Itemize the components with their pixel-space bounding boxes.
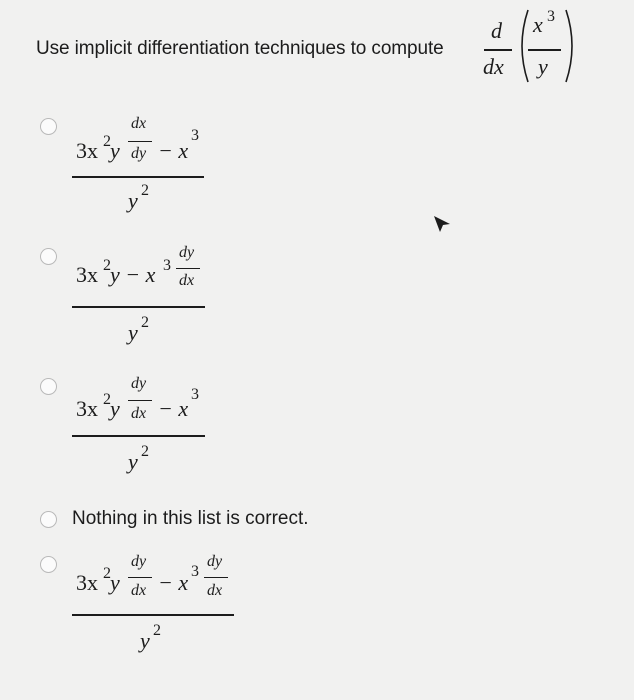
option-b-lead: 3x [76,262,98,287]
inner-num-exp: 3 [547,8,555,25]
option-a-y: y [110,138,120,163]
deriv-num: d [491,18,502,43]
option-b-den-exp: 2 [141,314,149,331]
option-e-y: y [110,570,120,595]
option-e-den-exp: 2 [153,622,161,639]
option-c-y: y [110,396,120,421]
mouse-cursor-icon [432,214,454,236]
option-a-frac-num: dx [131,115,147,132]
radio-option-c[interactable] [40,378,57,395]
option-a-frac-den: dy [131,145,147,162]
option-c-frac-num: dy [131,375,147,392]
option-c-frac-bar [128,400,152,401]
option-e-frac2-bar [204,577,228,578]
option-b-frac-num: dy [179,244,195,261]
option-a-main-bar [72,176,204,178]
inner-bar [528,49,561,51]
option-a-lead: 3x [76,138,98,163]
option-e-frac2-den: dx [207,582,223,599]
option-c-frac-den: dx [131,405,147,422]
question-prompt: Use implicit differentiation techniques to compute [36,38,444,59]
left-paren [514,6,534,86]
option-b-y: y − x [110,262,156,287]
option-b-y-exp: 3 [163,257,171,274]
option-b-frac-bar [176,268,200,269]
option-e-main-bar [72,614,234,616]
option-c-main-bar [72,435,205,437]
right-paren [560,6,580,86]
option-a-den: y [128,188,138,213]
option-b-main-bar [72,306,205,308]
option-a-tail-exp: 3 [191,127,199,144]
option-d-label[interactable]: Nothing in this list is correct. [72,508,309,529]
option-a-den-exp: 2 [141,182,149,199]
radio-option-b[interactable] [40,248,57,265]
option-a-frac-bar [128,141,152,142]
option-c-den-exp: 2 [141,443,149,460]
option-e-tail-exp: 3 [191,563,199,580]
option-e-frac1-bar [128,577,152,578]
option-e-frac2-num: dy [207,553,223,570]
option-e-lead: 3x [76,570,98,595]
inner-den: y [538,54,548,79]
option-e-frac1-den: dx [131,582,147,599]
option-b-den: y [128,320,138,345]
radio-option-e[interactable] [40,556,57,573]
option-c-tail: − x [158,396,189,421]
inner-num: x [533,12,543,37]
option-e-lead-exp: 2 [103,565,111,582]
option-c-den: y [128,449,138,474]
option-a-lead-exp: 2 [103,133,111,150]
option-c-tail-exp: 3 [191,386,199,403]
option-a-tail: − x [158,138,189,163]
deriv-bar [484,49,512,51]
option-e-den: y [140,628,150,653]
option-c-lead-exp: 2 [103,391,111,408]
radio-option-d[interactable] [40,511,57,528]
option-b-lead-exp: 2 [103,257,111,274]
option-e-frac1-num: dy [131,553,147,570]
option-e-tail: − x [158,570,189,595]
option-c-lead: 3x [76,396,98,421]
option-b-frac-den: dx [179,272,195,289]
radio-option-a[interactable] [40,118,57,135]
deriv-den: dx [483,54,504,79]
